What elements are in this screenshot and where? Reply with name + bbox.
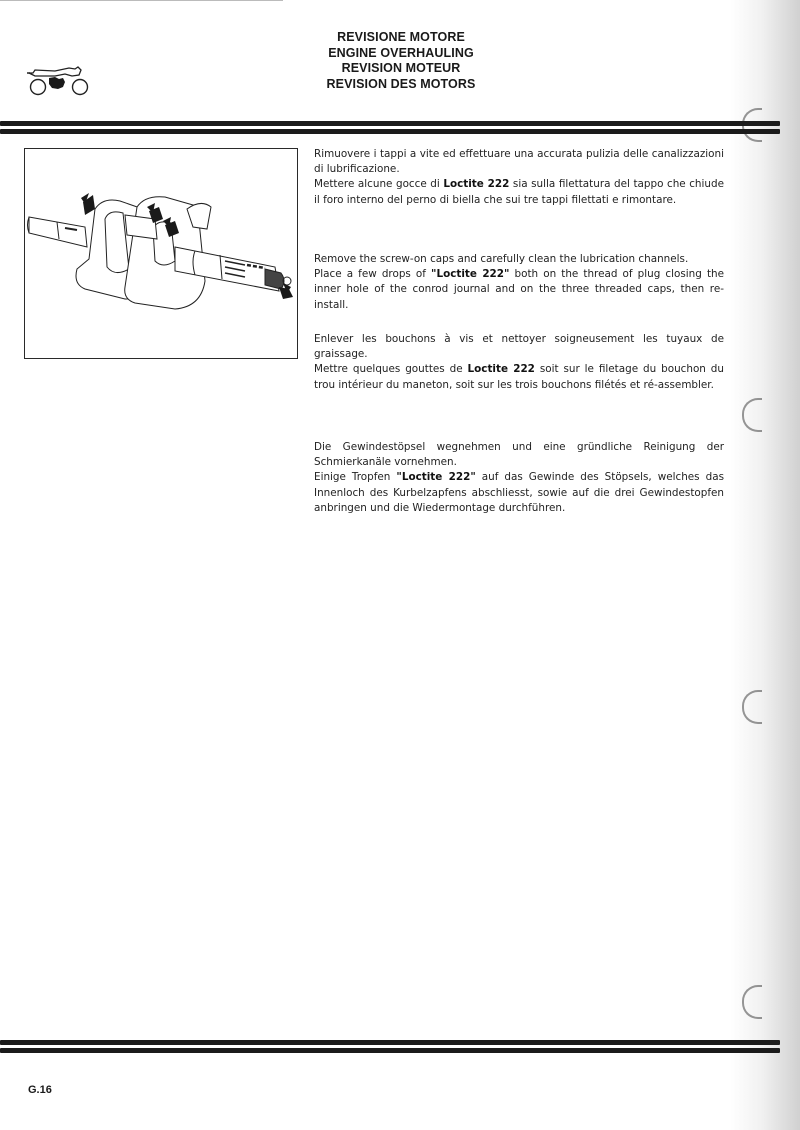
crankshaft-icon xyxy=(25,149,297,358)
product-name: Loctite 222 xyxy=(467,363,535,376)
paragraph: Remove the screw-on caps and carefully clean the lubrication channels. xyxy=(314,253,689,265)
product-name: Loctite 222 xyxy=(443,178,510,191)
section-french xyxy=(314,332,724,393)
paragraph: Enlever les bouchons à vis et nettoyer soigneusement les tuyaux de graissage. xyxy=(314,333,724,361)
text: Place a few drops of xyxy=(314,268,432,281)
text: both on the thread of plug closing the inner hole of the conrod journal and on the three threaded caps, then re-install. xyxy=(314,268,724,311)
paragraph xyxy=(314,267,724,313)
page-number: G.16 xyxy=(28,1084,52,1096)
text: auf das Gewinde des Stöpsels, welches das Innenloch des Kurbelzapfens abschliesst, sowie auf die drei Gewindestopfen anbringen und die Wiedermontage durchführen. xyxy=(314,471,724,514)
top-rule xyxy=(0,0,283,1)
paragraph xyxy=(314,362,724,392)
header-divider xyxy=(0,121,780,137)
page-title xyxy=(270,30,532,92)
section-english xyxy=(314,252,724,313)
motorcycle-icon xyxy=(25,62,93,96)
footer-divider xyxy=(0,1040,780,1056)
title-german: REVISION DES MOTORS xyxy=(326,76,476,91)
title-italian: REVISIONE MOTORE xyxy=(337,30,465,44)
text: Einige Tropfen xyxy=(314,471,397,484)
section-italian xyxy=(314,147,724,208)
text: sia sulla filettatura del tappo che chiude il foro interno del perno di biella che sui tre tappi filettati e rimontare. xyxy=(314,178,724,206)
scanned-page-edge xyxy=(730,0,800,1130)
text: Mettere alcune gocce di xyxy=(314,178,444,191)
text: Mettre quelques gouttes de xyxy=(314,363,468,376)
text: soit sur le filetage du bouchon du trou intérieur du maneton, soit sur les trois bouchons filétés et ré-assembler. xyxy=(314,363,724,391)
title-english: ENGINE OVERHAULING xyxy=(328,45,474,60)
section-german xyxy=(314,440,724,516)
product-name: "Loctite 222" xyxy=(431,268,510,281)
paragraph xyxy=(314,177,724,207)
crankshaft-figure xyxy=(24,148,298,359)
paragraph: Rimuovere i tappi a vite ed effettuare una accurata pulizia delle canalizzazioni di lubrificazione. xyxy=(314,148,724,176)
paragraph: Die Gewindestöpsel wegnehmen und eine gründliche Reinigung der Schmierkanäle vornehmen. xyxy=(314,441,724,469)
product-name: "Loctite 222" xyxy=(396,471,476,484)
paragraph xyxy=(314,470,724,516)
title-french: REVISION MOTEUR xyxy=(341,61,461,75)
